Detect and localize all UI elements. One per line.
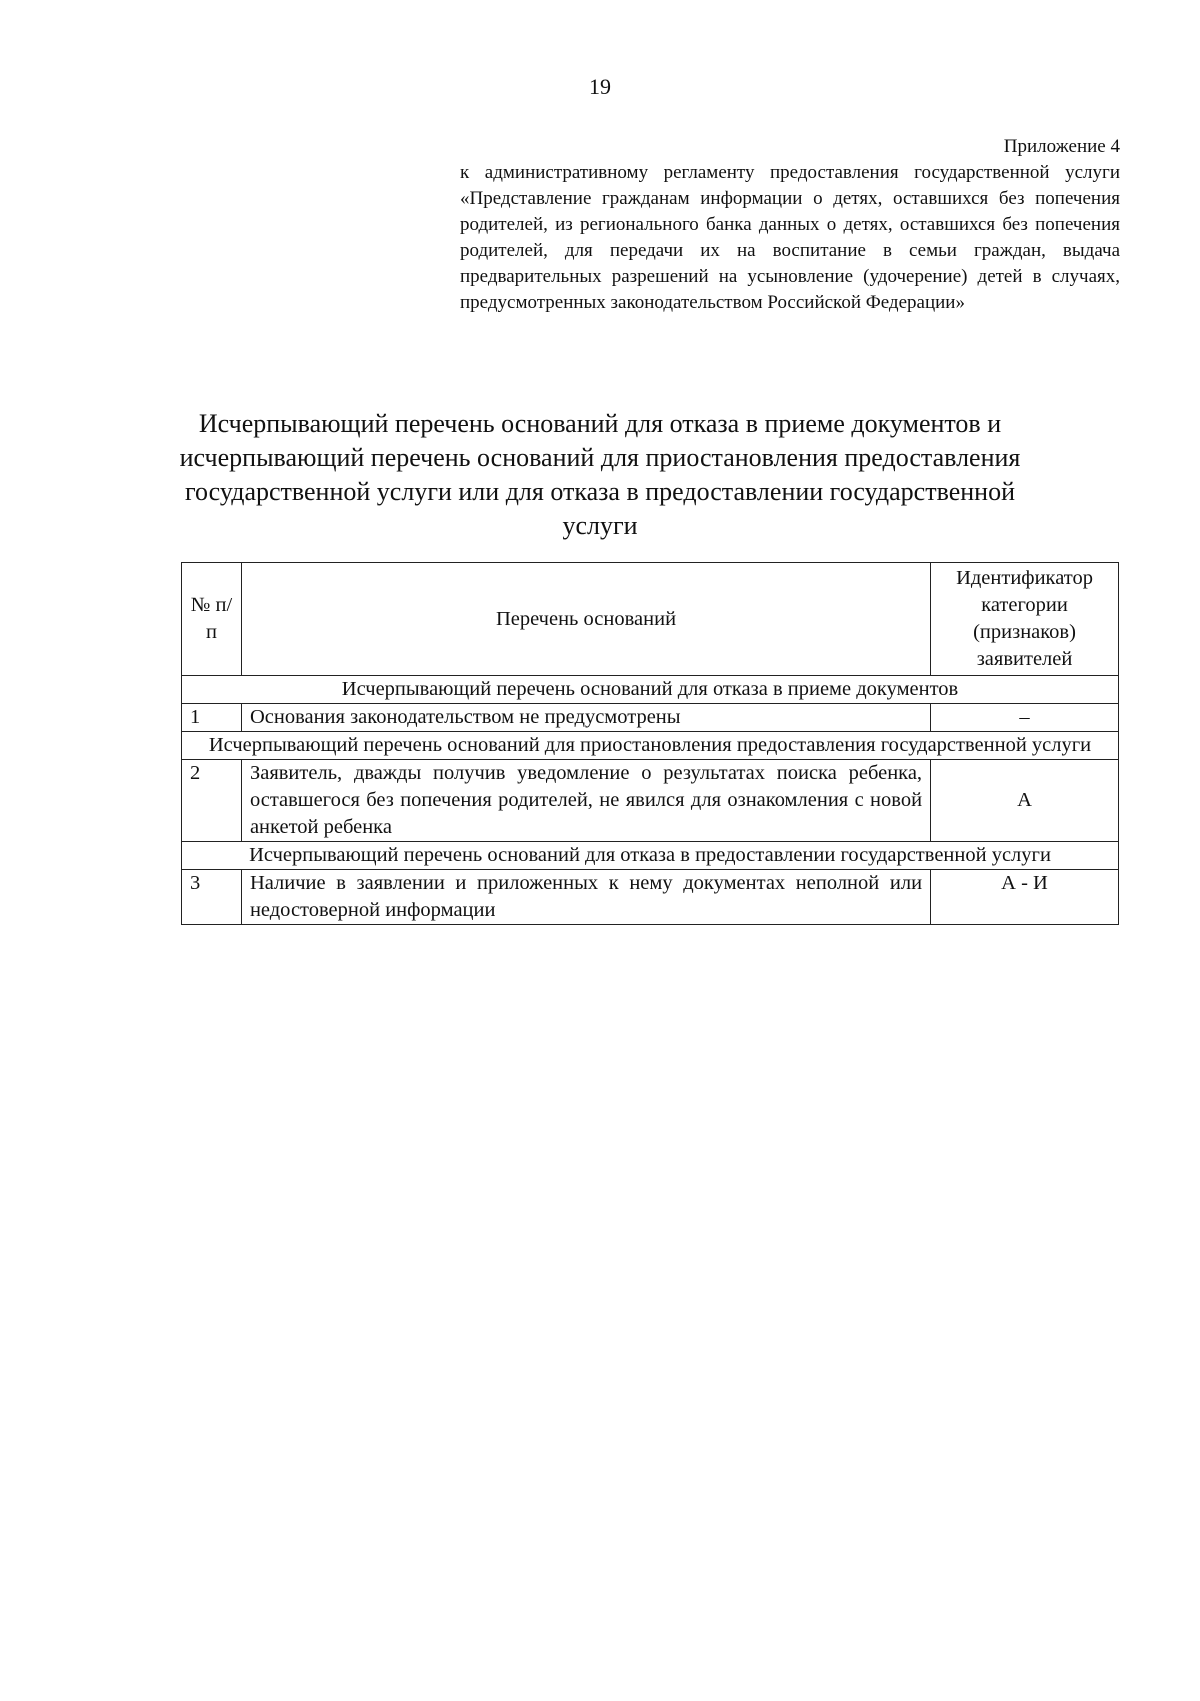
- document-heading: Исчерпывающий перечень оснований для отказа в приеме документов и исчерпывающий перечень оснований для приостановления предоставления государственной услуги или для отказа в предоставлении государственной услуги: [179, 409, 1021, 540]
- header-number: № п/п: [182, 563, 242, 676]
- row-identifier: А - И: [931, 870, 1119, 925]
- header-grounds: Перечень оснований: [241, 563, 930, 676]
- section-title-row: [182, 732, 1119, 760]
- table-row: [182, 760, 1119, 842]
- row-grounds: Основания законодательством не предусмотрены: [241, 704, 930, 732]
- row-identifier: А: [931, 760, 1119, 842]
- section-title-row: [182, 676, 1119, 704]
- row-identifier: –: [931, 704, 1119, 732]
- appendix-reference-text: к административному регламенту предоставления государственной услуги «Представление гражданам информации о детях, оставшихся без попечения родителей, из регионального банка данных о детях, оставшихся без попечения родителей, для передачи их на воспитание в семьи граждан, выдача предварительных разрешений на усыновление (удочерение) детей в случаях, предусмотренных законодательством Российской Федерации»: [460, 162, 1120, 313]
- section-title: Исчерпывающий перечень оснований для приостановления предоставления государственной услуги: [182, 732, 1119, 760]
- section-title: Исчерпывающий перечень оснований для отказа в предоставлении государственной услуги: [182, 842, 1119, 870]
- page-number: 19: [589, 74, 611, 99]
- row-number: 1: [182, 704, 242, 732]
- table-row: [182, 704, 1119, 732]
- section-title-row: [182, 842, 1119, 870]
- table-header-row: [182, 563, 1119, 676]
- row-grounds: Наличие в заявлении и приложенных к нему документах неполной или недостоверной информации: [241, 870, 930, 925]
- grounds-table: [181, 562, 1119, 925]
- appendix-title: Приложение 4: [1003, 136, 1120, 157]
- row-number: 3: [182, 870, 242, 925]
- header-identifier: Идентификатор категории (признаков) заявителей: [931, 563, 1119, 676]
- table-row: [182, 870, 1119, 925]
- section-title: Исчерпывающий перечень оснований для отказа в приеме документов: [182, 676, 1119, 704]
- row-number: 2: [182, 760, 242, 842]
- row-grounds: Заявитель, дважды получив уведомление о результатах поиска ребенка, оставшегося без попечения родителей, не явился для ознакомления с новой анкетой ребенка: [241, 760, 930, 842]
